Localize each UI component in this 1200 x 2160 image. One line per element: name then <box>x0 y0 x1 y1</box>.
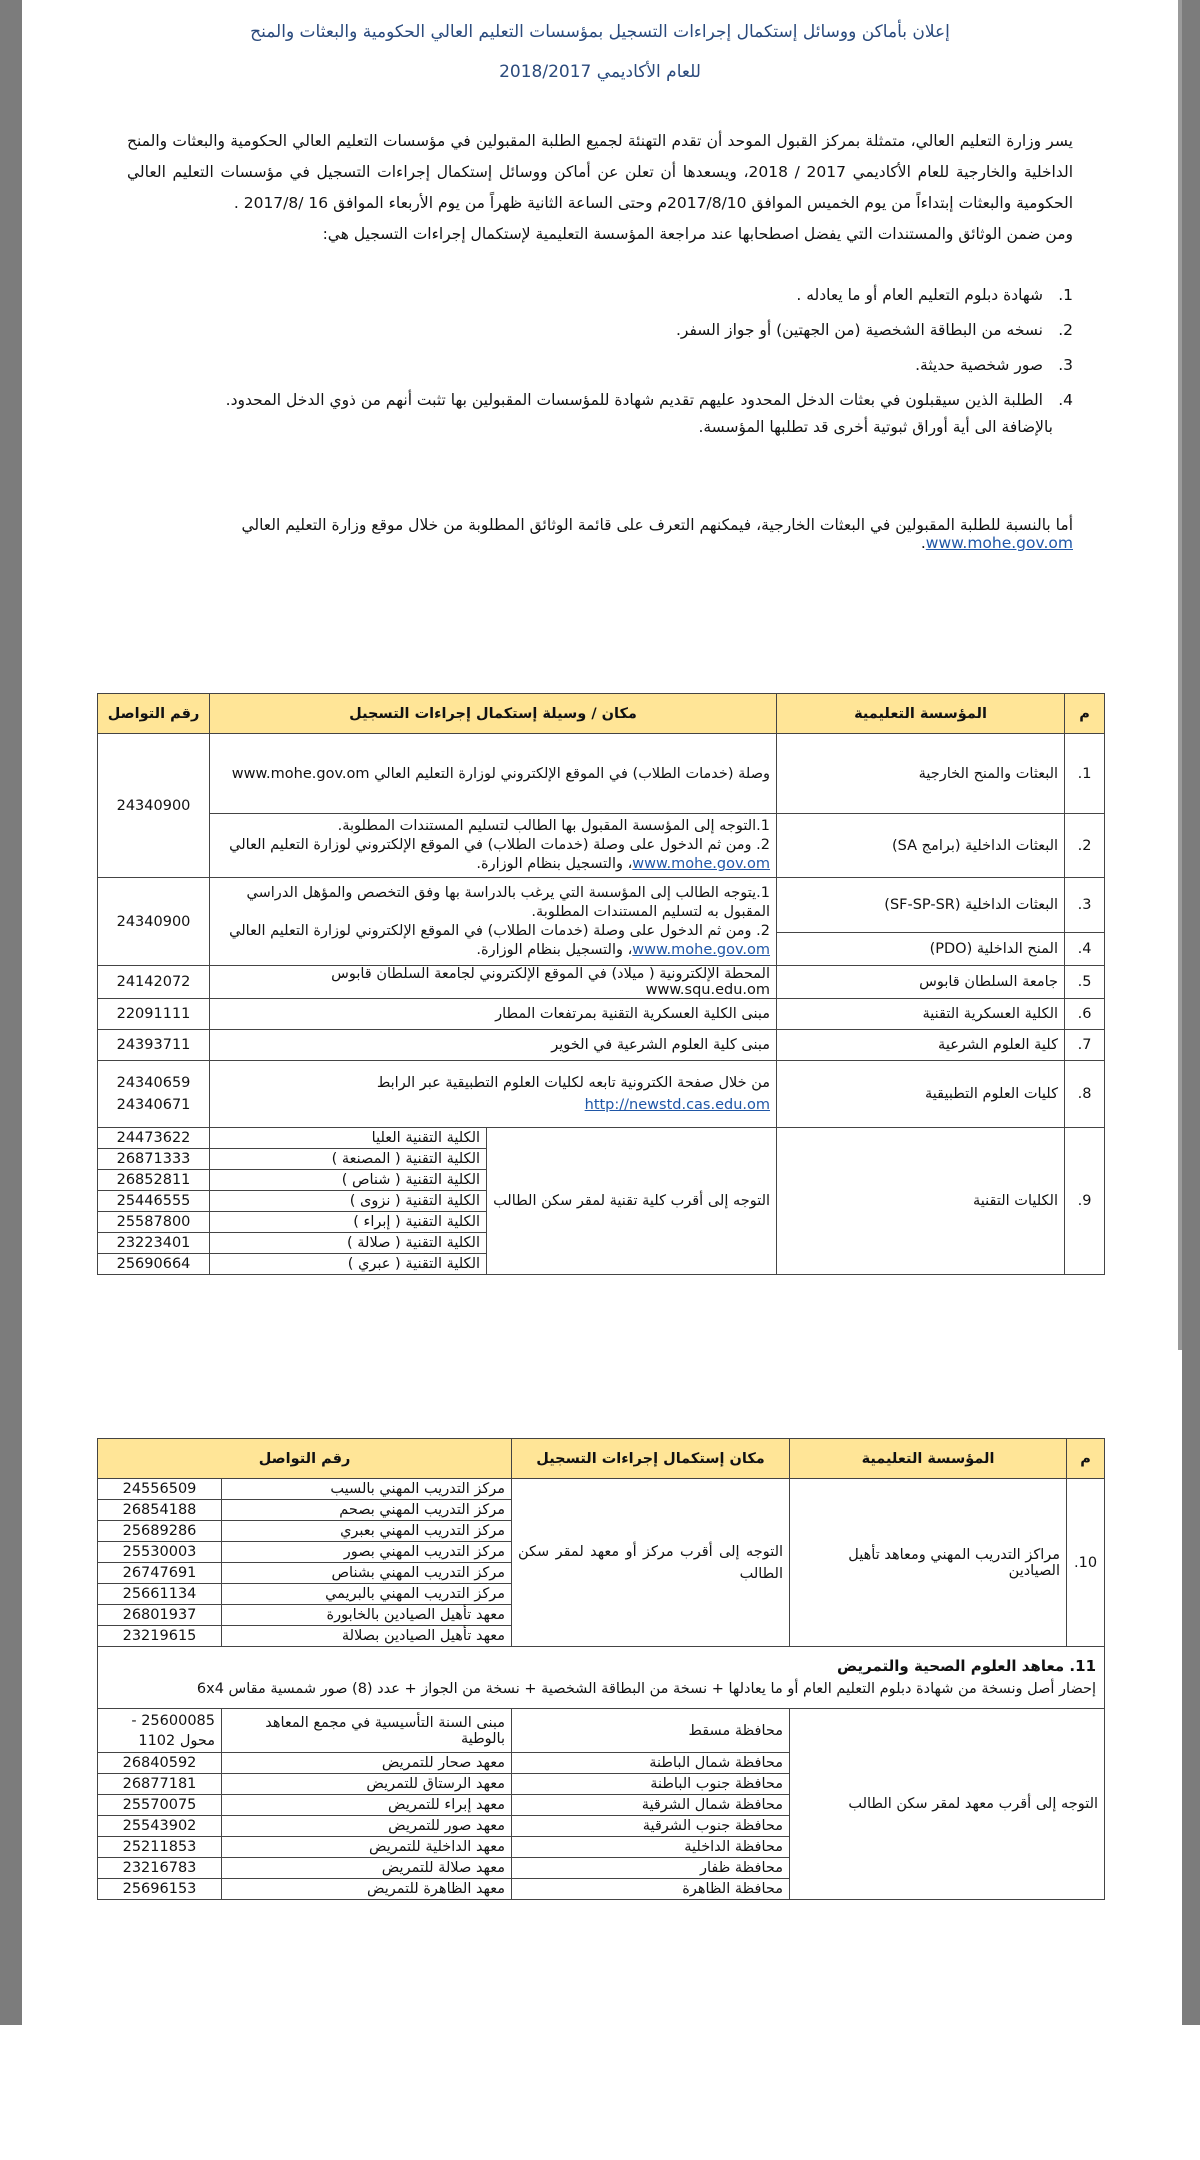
college-name: الكلية التقنية ( شناص ) <box>210 1170 487 1191</box>
governorate-cell: محافظة شمال الباطنة <box>512 1753 790 1774</box>
center-name: مركز التدريب المهني بصور <box>222 1542 512 1563</box>
college-name: الكلية التقنية ( عبري ) <box>210 1254 487 1275</box>
contact-cell: 25690664 <box>98 1254 210 1275</box>
institute-cell: مبنى السنة التأسيسية في مجمع المعاهد بالوطية <box>222 1709 512 1753</box>
institution-cell: البعثات الداخلية (برامج SA) <box>777 814 1065 878</box>
section-11-header <box>98 1647 1105 1709</box>
contact-cell: 25570075 <box>98 1795 222 1816</box>
header-contact: رقم التواصل <box>98 694 210 734</box>
intro-paragraph <box>127 126 1073 250</box>
doc-subtitle: للعام الأكاديمي 2018/2017 <box>499 62 701 82</box>
header-contact: رقم التواصل <box>98 1439 512 1479</box>
contact-cell: 24340900 <box>98 878 210 966</box>
contact-cell: 23216783 <box>98 1858 222 1879</box>
header-institution: المؤسسة التعليمية <box>777 694 1065 734</box>
institute-cell: معهد الداخلية للتمريض <box>222 1837 512 1858</box>
place-cell: 1.التوجه إلى المؤسسة المقبول بها الطالب لتسليم المستندات المطلوبة. 2. ومن ثم الدخول على وصلة (خدمات الطلاب) في الموقع الإلكتروني لوزارة التعليم العالي www.mohe.gov.om، والتسجيل بنظام الوزارة. <box>210 814 777 878</box>
institution-cell: المنح الداخلية (PDO) <box>777 933 1065 966</box>
governorate-cell: محافظة شمال الشرقية <box>512 1795 790 1816</box>
place-cell: مبنى الكلية العسكرية التقنية بمرتفعات المطار <box>210 999 777 1030</box>
contact-cell: 26877181 <box>98 1774 222 1795</box>
intro-p2: ومن ضمن الوثائق والمستندات التي يفضل اصطحابها عند مراجعة المؤسسة التعليمية لإستكمال إجراءات التسجيل هي: <box>322 225 1073 243</box>
contact-cell: 25689286 <box>98 1521 222 1542</box>
section-11-title: 11. معاهد العلوم الصحية والتمريض <box>837 1657 1097 1675</box>
contact-cell: 24340900 <box>98 734 210 878</box>
college-name: الكلية التقنية ( إبراء ) <box>210 1212 487 1233</box>
institute-cell: معهد الظاهرة للتمريض <box>222 1879 512 1900</box>
institution-cell: الكلية العسكرية التقنية <box>777 999 1065 1030</box>
header-institution: المؤسسة التعليمية <box>790 1439 1067 1479</box>
institution-cell: البعثات الداخلية (SF-SP-SR) <box>777 878 1065 933</box>
contact-cell: 26854188 <box>98 1500 222 1521</box>
institution-cell: كلية العلوم الشرعية <box>777 1030 1065 1061</box>
contact-cell: 26840592 <box>98 1753 222 1774</box>
college-name: الكلية التقنية العليا <box>210 1128 487 1149</box>
governorate-cell: محافظة جنوب الباطنة <box>512 1774 790 1795</box>
right-frame-edge <box>1178 0 1182 1350</box>
center-name: مركز التدريب المهني بالبريمي <box>222 1584 512 1605</box>
place-cell: مبنى كلية العلوم الشرعية في الخوير <box>210 1030 777 1061</box>
college-name: الكلية التقنية ( صلالة ) <box>210 1233 487 1254</box>
contact-cell: 25211853 <box>98 1837 222 1858</box>
contact-cell: 25530003 <box>98 1542 222 1563</box>
contact-cell: 26801937 <box>98 1605 222 1626</box>
row-num: 9. <box>1065 1128 1105 1275</box>
institute-cell: معهد الرستاق للتمريض <box>222 1774 512 1795</box>
row-num: 2. <box>1065 814 1105 878</box>
governorate-cell: محافظة الداخلية <box>512 1837 790 1858</box>
place-cell: التوجه إلى أقرب مركز أو معهد لمقر سكن الطالب <box>512 1479 790 1647</box>
college-name: الكلية التقنية ( نزوى ) <box>210 1191 487 1212</box>
list-item: 4.الطلبة الذين سيقبلون في بعثات الدخل المحدود عليهم تقديم شهادة للمؤسسات المقبولين بها تثبت أنهم من ذوي الدخل المحدود. <box>225 391 1073 409</box>
contact-cell: 24556509 <box>98 1479 222 1500</box>
institute-cell: معهد صلالة للتمريض <box>222 1858 512 1879</box>
governorate-cell: محافظة مسقط <box>512 1709 790 1753</box>
list-item: 2.نسخه من البطاقة الشخصية (من الجهتين) أو جواز السفر. <box>675 321 1073 339</box>
document-page <box>22 0 1178 2025</box>
mohe-link[interactable]: www.mohe.gov.om <box>632 856 771 872</box>
place-cell: وصلة (خدمات الطلاب) في الموقع الإلكتروني لوزارة التعليم العالي www.mohe.gov.om <box>210 734 777 814</box>
place-cell: التوجه إلى أقرب معهد لمقر سكن الطالب <box>790 1709 1105 1900</box>
governorate-cell: محافظة الظاهرة <box>512 1879 790 1900</box>
section-11-desc: إحضار أصل ونسخة من شهادة دبلوم التعليم العام أو ما يعادلها + نسخة من البطاقة الشخصية + نسخة من الجواز + عدد (8) صور شمسية مقاس 6x4 <box>196 1681 1097 1697</box>
center-name: مركز التدريب المهني بعبري <box>222 1521 512 1542</box>
row-num: 10. <box>1067 1479 1105 1647</box>
right-frame <box>1182 0 1200 2025</box>
mohe-link[interactable]: www.mohe.gov.om <box>632 941 771 958</box>
registration-table-1 <box>97 693 1105 1275</box>
header-place: مكان إستكمال إجراءات التسجيل <box>512 1439 790 1479</box>
row-num: 3. <box>1065 878 1105 933</box>
institution-cell: كليات العلوم التطبيقية <box>777 1061 1065 1128</box>
place-cell: المحطة الإلكترونية ( ميلاد) في الموقع الإلكتروني لجامعة السلطان قابوس www.squ.edu.om <box>210 966 777 999</box>
additional-note: بالإضافة الى أية أوراق ثبوتية أخرى قد تطلبها المؤسسة. <box>698 418 1053 436</box>
doc-title: إعلان بأماكن ووسائل إستكمال إجراءات التسجيل بمؤسسات التعليم العالي الحكومية والبعثات والمنح <box>250 22 950 42</box>
contact-cell: 25587800 <box>98 1212 210 1233</box>
institution-cell: جامعة السلطان قابوس <box>777 966 1065 999</box>
college-name: الكلية التقنية ( المصنعة ) <box>210 1149 487 1170</box>
institute-cell: معهد إبراء للتمريض <box>222 1795 512 1816</box>
row-num: 7. <box>1065 1030 1105 1061</box>
institution-cell: البعثات والمنح الخارجية <box>777 734 1065 814</box>
header-num: م <box>1067 1439 1105 1479</box>
cas-link[interactable]: http://newstd.cas.edu.om <box>584 1097 771 1113</box>
institution-cell: مراكز التدريب المهني ومعاهد تأهيل الصيادين <box>790 1479 1067 1647</box>
institution-cell: الكليات التقنية <box>777 1128 1065 1275</box>
registration-table-2 <box>97 1438 1105 1900</box>
left-frame <box>0 0 22 2025</box>
contact-cell: 23219615 <box>98 1626 222 1647</box>
list-item: 3.صور شخصية حديثة. <box>915 356 1073 374</box>
row-num: 1. <box>1065 734 1105 814</box>
contact-cell: 24473622 <box>98 1128 210 1149</box>
row-num: 4. <box>1065 933 1105 966</box>
row-num: 5. <box>1065 966 1105 999</box>
row-num: 8. <box>1065 1061 1105 1128</box>
contact-cell: 25600085 - محول 1102 <box>98 1709 222 1753</box>
contact-cell: 25696153 <box>98 1879 222 1900</box>
contact-cell: 26747691 <box>98 1563 222 1584</box>
contact-cell: 23223401 <box>98 1233 210 1254</box>
abroad-note: أما بالنسبة للطلبة المقبولين في البعثات الخارجية، فيمكنهم التعرف على قائمة الوثائق المطلوبة من خلال موقع وزارة التعليم العالي www.mohe.gov.om. <box>241 516 1073 552</box>
contact-cell: 25543902 <box>98 1816 222 1837</box>
contact-cell: 25661134 <box>98 1584 222 1605</box>
center-name: مركز التدريب المهني بصحم <box>222 1500 512 1521</box>
documents-list <box>127 278 1073 418</box>
contact-cell: 26852811 <box>98 1170 210 1191</box>
list-item: 1.شهادة دبلوم التعليم العام أو ما يعادله . <box>796 286 1073 304</box>
place-cell: التوجه إلى أقرب كلية تقنية لمقر سكن الطالب <box>487 1128 777 1275</box>
center-name: مركز التدريب المهني بالسيب <box>222 1479 512 1500</box>
place-cell: 1.يتوجه الطالب إلى المؤسسة التي يرغب بالدراسة بها وفق التخصص والمؤهل الدراسي المقبول به لتسليم المستندات المطلوبة. 2. ومن ثم الدخول على وصلة (خدمات الطلاب) في الموقع الإلكتروني لوزارة التعليم العالي www.mohe.gov.om، والتسجيل بنظام الوزارة. <box>210 878 777 966</box>
row-num: 6. <box>1065 999 1105 1030</box>
contact-cell: 22091111 <box>98 999 210 1030</box>
contact-cell: 24340659 24340671 <box>98 1061 210 1128</box>
center-name: معهد تأهيل الصيادين بالخابورة <box>222 1605 512 1626</box>
governorate-cell: محافظة ظفار <box>512 1858 790 1879</box>
contact-cell: 25446555 <box>98 1191 210 1212</box>
place-cell: من خلال صفحة الكترونية تابعه لكليات العلوم التطبيقية عبر الرابط http://newstd.cas.edu.om <box>210 1061 777 1128</box>
center-name: معهد تأهيل الصيادين بصلالة <box>222 1626 512 1647</box>
governorate-cell: محافظة جنوب الشرقية <box>512 1816 790 1837</box>
contact-cell: 24393711 <box>98 1030 210 1061</box>
center-name: مركز التدريب المهني بشناص <box>222 1563 512 1584</box>
contact-cell: 24142072 <box>98 966 210 999</box>
intro-p1: يسر وزارة التعليم العالي، متمثلة بمركز القبول الموحد أن تقدم التهنئة لجميع الطلبة المقبولين في مؤسسات التعليم العالي الحكومية والبعثات والمنح الداخلية والخارجية للعام الأكاديمي 2017 / 2018، ويسعدها أن تعلن عن أماكن ووسائل إستكمال إجراءات التسجيل في مؤسسات التعليم العالي الحكومية والبعثات إبتداءاً من يوم الخميس الموافق 2017/8/10م وحتى الساعة الثانية ظهراً من يوم الأربعاء الموافق 16 /2017/8 . <box>127 132 1074 212</box>
mohe-link[interactable]: www.mohe.gov.om <box>925 534 1073 552</box>
header-num: م <box>1065 694 1105 734</box>
institute-cell: معهد صور للتمريض <box>222 1816 512 1837</box>
institute-cell: معهد صحار للتمريض <box>222 1753 512 1774</box>
contact-cell: 26871333 <box>98 1149 210 1170</box>
header-place: مكان / وسيلة إستكمال إجراءات التسجيل <box>210 694 777 734</box>
